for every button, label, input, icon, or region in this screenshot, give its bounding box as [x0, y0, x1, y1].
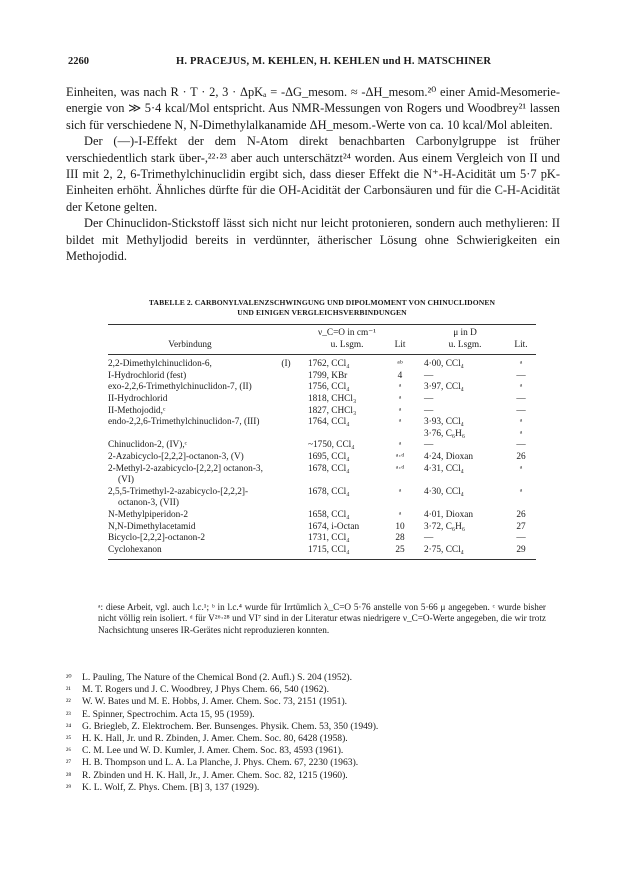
- table-cell: 26: [516, 509, 526, 520]
- table-cell: 1695, CCl₄: [308, 451, 350, 462]
- table-cell: ᵃ: [398, 440, 402, 451]
- table-row: [108, 464, 536, 487]
- table-cell: N-Methylpiperidon-2: [108, 509, 189, 520]
- table-cell: 1678, CCl₄: [308, 463, 350, 474]
- reference-item: [66, 684, 566, 696]
- table-cell: Cyclohexanon: [108, 544, 162, 555]
- table-cell: 1658, CCl₄: [308, 509, 350, 520]
- table-row: [108, 355, 536, 371]
- col-header-nu: ν_C=O in cm⁻¹ u. Lsgm.: [318, 328, 376, 350]
- table-cell: [272, 533, 300, 545]
- reference-item: [66, 721, 566, 733]
- table-cell: —: [424, 533, 434, 544]
- table-cell: [272, 406, 300, 418]
- table-cell: [272, 522, 300, 534]
- table-cell: —: [516, 440, 526, 451]
- table-cell: [272, 417, 300, 440]
- table-cell: 4·00, CCl₄: [424, 359, 464, 370]
- header-authors: H. PRACEJUS, M. KEHLEN, H. KEHLEN und H. MATSCHINER: [176, 56, 492, 67]
- table-cell: 4·24, Dioxan: [424, 451, 474, 462]
- table-cell: [272, 382, 300, 394]
- table-cell: [272, 394, 300, 406]
- table-cell: [272, 440, 300, 452]
- table-row: [108, 417, 536, 440]
- reference-item: [66, 696, 566, 708]
- reference-number: ²⁶: [66, 746, 72, 756]
- table-cell: ~1750, CCl₄: [308, 440, 355, 451]
- table-row: [108, 487, 536, 510]
- table-cell-value: 3·93, CCl₄: [424, 417, 464, 428]
- table-cell: 1818, CHCl₃: [308, 393, 357, 404]
- reference-item: [66, 733, 566, 745]
- table-cell: 3·72, C₆H₆: [424, 521, 466, 532]
- comparison-table: [108, 325, 536, 556]
- table-cell: ᵃᵇ: [397, 359, 403, 370]
- table-cell-value: ᵃ: [519, 428, 523, 439]
- table-cell: (I): [281, 359, 291, 370]
- reference-text: M. T. Rogers und J. C. Woodbrey, J Phys Chem. 66, 540 (1962).: [82, 684, 329, 696]
- table-cell: [272, 371, 300, 383]
- table-cell: [414, 417, 506, 440]
- reference-text: G. Briegleb, Z. Elektrochem. Ber. Bunsenges. Physik. Chem. 53, 350 (1949).: [82, 720, 379, 732]
- table-cell: ᵃ: [398, 393, 402, 404]
- table-caption-line: UND EINIGEN VERGLEICHSVERBINDUNGEN: [237, 308, 407, 317]
- table-cell: 29: [516, 544, 526, 555]
- table-cell: II-Hydrochlorid: [108, 393, 168, 404]
- reference-number: ²⁵: [66, 734, 72, 744]
- table-cell: 2-Methyl-2-azabicyclo-[2,2,2] octanon-3, (VI): [108, 463, 263, 486]
- table-cell: 2-Azabicyclo-[2,2,2]-octanon-3, (V): [108, 451, 244, 462]
- reference-number: ²³: [66, 709, 71, 719]
- table-cell: 2,2-Dimethylchinuclidon-6,: [108, 359, 212, 370]
- reference-number: ²⁴: [66, 721, 72, 731]
- table-cell: [272, 464, 300, 487]
- reference-text: R. Zbinden und H. K. Hall, Jr., J. Amer. Chem. Soc. 82, 1215 (1960).: [82, 769, 348, 781]
- table-row: [108, 452, 536, 464]
- table-cell: 1762, CCl₄: [308, 359, 350, 370]
- table-bottom-rule: [108, 559, 536, 560]
- table-cell: 1678, CCl₄: [308, 486, 350, 497]
- table-cell: 25: [395, 544, 405, 555]
- table-cell: [272, 452, 300, 464]
- reference-item: [66, 782, 566, 794]
- table-cell: ᵃ: [398, 382, 402, 393]
- table-cell: 1799, KBr: [308, 370, 348, 381]
- reference-text: W. W. Bates und M. E. Hobbs, J. Amer. Chem. Soc. 73, 2151 (1951).: [82, 696, 348, 708]
- table-cell: —: [516, 533, 526, 544]
- col-header-lit: Lit.: [514, 339, 528, 350]
- table-footnote: ᵃ: diese Arbeit, vgl. auch l.c.¹; ᵇ in l.c.⁴ wurde für Irrtümlich λ_C=O 5·76 anstelle von 5·66 μ angegeben. ᶜ wurde bisher nicht völlig rein isoliert. ᵈ für V²⁶·²⁸ und VI⁷ sind in der Literatur etwas niedrigere ν_C=O-Werte angegeben, die wir trotz Nachsichtung unseres IR-Gerätes nicht reproduzieren konnten.: [98, 602, 546, 635]
- table-cell: 2,5,5-Trimethyl-2-azabicyclo-[2,2,2]-octanon-3, (VII): [108, 486, 249, 509]
- table-cell: ᵃ: [519, 463, 523, 474]
- table-cell: N,N-Dimethylacetamid: [108, 521, 196, 532]
- table-row: [108, 394, 536, 406]
- table-cell: II-Methojodid,ᶜ: [108, 405, 166, 416]
- reference-number: ²⁰: [66, 673, 72, 682]
- table-cell: —: [424, 440, 434, 451]
- reference-item: [66, 770, 566, 782]
- table-cell: 1715, CCl₄: [308, 544, 350, 555]
- table-cell: ᵃ: [398, 417, 402, 428]
- table-cell: I-Hydrochlorid (fest): [108, 370, 187, 381]
- table-cell: 3·97, CCl₄: [424, 382, 464, 393]
- paragraph: Der (—)-I-Effekt der dem N-Atom direkt benachbarten Carbonylgruppe ist früher verschiedentlich stark über-,²²·²³ aber auch unterschätzt²⁴ worden. Aus einem Vergleich von II und III mit 2, 2, 6-Trimethylchinuclidin ergibt sich, dass dieser Effekt die N⁺-H-Acidität um 5·7 pK-Einheiten erhöht. Ähnliches dürfte für die OH-Acidität der Carbonsäuren und für die C-H-Acidität der Ketone gelten.: [66, 134, 560, 214]
- paragraph: Der Chinuclidon-Stickstoff lässt sich nicht nur leicht protonieren, sondern auch methylieren: II bildet mit Methyljodid bereits in verdünnter, ätherischer Lösung ohne Schwierigkeiten ein Methojodid.: [66, 216, 560, 264]
- table-cell: 4·01, Dioxan: [424, 509, 474, 520]
- reference-number: ²²: [66, 697, 71, 707]
- table-cell: 2·75, CCl₄: [424, 544, 464, 555]
- table-row: [108, 440, 536, 452]
- body-text: [66, 84, 560, 264]
- page-number: 2260: [68, 56, 89, 67]
- reference-text: H. B. Thompson und L. A. La Planche, J. Phys. Chem. 67, 2230 (1963).: [82, 757, 359, 769]
- table-cell: ᵃ: [398, 509, 402, 520]
- table-row: [108, 522, 536, 534]
- table-cell: Bicyclo-[2,2,2]-octanon-2: [108, 533, 206, 544]
- table-cell: 1731, CCl₄: [308, 533, 350, 544]
- table-cell: [272, 487, 300, 510]
- table-cell: —: [516, 405, 526, 416]
- table-cell-value: ᵃ: [519, 417, 523, 428]
- table-cell: —: [516, 370, 526, 381]
- table-cell: ᵃ·ᵈ: [395, 451, 405, 462]
- table-cell: Chinuclidon-2, (IV),ᶜ: [108, 440, 188, 451]
- table-cell: 4·30, CCl₄: [424, 486, 464, 497]
- reference-item: [66, 757, 566, 769]
- table-cell: 4·31, CCl₄: [424, 463, 464, 474]
- table-row: [108, 510, 536, 522]
- table-cell: 4: [397, 370, 403, 381]
- table-cell: —: [424, 393, 434, 404]
- table-row: [108, 545, 536, 557]
- table-cell: exo-2,2,6-Trimethylchinuclidon-7, (II): [108, 382, 252, 393]
- table-cell: ᵃ: [519, 382, 523, 393]
- table-cell: 27: [516, 521, 526, 532]
- table-cell: 1674, i-Octan: [308, 521, 360, 532]
- table-cell: —: [424, 370, 434, 381]
- reference-number: ²⁸: [66, 770, 72, 780]
- table-cell: endo-2,2,6-Trimethylchinuclidon-7, (III): [108, 417, 260, 428]
- table-cell: 28: [395, 533, 405, 544]
- table-cell-value: 3·76, C₆H₆: [424, 428, 466, 439]
- table-row: [108, 371, 536, 383]
- table-2: [108, 298, 536, 560]
- table-cell: 1764, CCl₄: [308, 417, 350, 428]
- table-cell: [506, 417, 536, 440]
- table-cell: ᵃ·ᵈ: [395, 463, 405, 474]
- table-caption: [108, 298, 536, 318]
- table-cell: ᵃ: [519, 486, 523, 497]
- reference-item: [66, 745, 566, 757]
- reference-list: [66, 672, 566, 794]
- table-cell: ᵃ: [398, 486, 402, 497]
- table-cell: —: [424, 405, 434, 416]
- reference-text: C. M. Lee und W. D. Kumler, J. Amer. Chem. Soc. 83, 4593 (1961).: [82, 745, 344, 757]
- col-header-lit: Lit: [394, 339, 406, 350]
- table-cell: [272, 545, 300, 557]
- reference-item: [66, 672, 566, 684]
- table-cell: 1756, CCl₄: [308, 382, 350, 393]
- reference-item: [66, 709, 566, 721]
- table-cell: ᵃ: [398, 405, 402, 416]
- reference-text: E. Spinner, Spectrochim. Acta 15, 95 (1959).: [82, 708, 255, 720]
- col-header-verbindung: Verbindung: [168, 339, 212, 350]
- running-header: [68, 56, 558, 72]
- table-caption-line: TABELLE 2. CARBONYLVALENZSCHWINGUNG UND DIPOLMOMENT VON CHINUCLIDONEN: [148, 298, 496, 307]
- reference-text: K. L. Wolf, Z. Phys. Chem. [B] 3, 137 (1929).: [82, 781, 260, 793]
- col-header-mu: μ in D u. Lsgm.: [448, 328, 482, 350]
- table-row: [108, 406, 536, 418]
- reference-number: ²¹: [66, 685, 71, 695]
- table-row: [108, 533, 536, 545]
- paragraph: Einheiten, was nach R · T · 2, 3 · ΔpKₐ = -ΔG_mesom. ≈ -ΔH_mesom.²⁰ einer Amid-Mesomerie-energie von ≫ 5·4 kcal/Mol entspricht. Aus NMR-Messungen von Rogers und Woodbrey²¹ lassen sich für verschiedene N, N-Dimethylalkanamide ΔH_mesom.-Werte von ca. 10 kcal/Mol ableiten.: [66, 85, 560, 132]
- reference-text: L. Pauling, The Nature of the Chemical Bond (2. Aufl.) S. 204 (1952).: [82, 672, 353, 683]
- table-cell: —: [516, 393, 526, 404]
- reference-number: ²⁷: [66, 758, 72, 768]
- reference-number: ²⁹: [66, 782, 72, 792]
- table-cell: 10: [395, 521, 405, 532]
- table-cell: ᵃ: [519, 359, 523, 370]
- table-row: [108, 382, 536, 394]
- table-cell: 1827, CHCl₃: [308, 405, 357, 416]
- table-cell: 26: [516, 451, 526, 462]
- col-header-blank: [272, 325, 300, 354]
- table-header-row: [108, 325, 536, 354]
- reference-text: H. K. Hall, Jr. und R. Zbinden, J. Amer. Chem. Soc. 80, 6428 (1958).: [82, 733, 348, 745]
- table-cell: [272, 510, 300, 522]
